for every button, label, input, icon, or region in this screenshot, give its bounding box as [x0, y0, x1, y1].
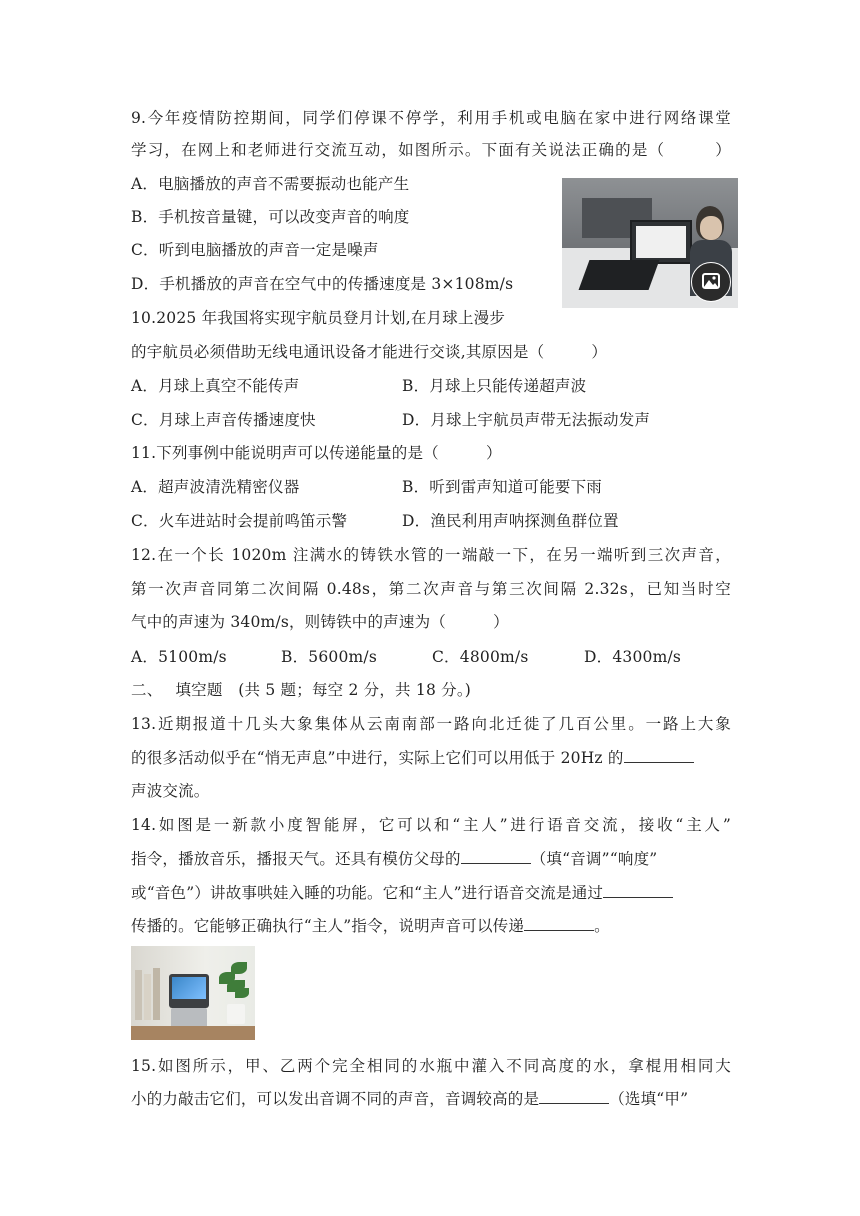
- q9-option-d: D．手机播放的声音在空气中的传播速度是 3×108m/s: [131, 275, 514, 293]
- q14-line4-text: 传播的。它能够正确执行“主人”指令，说明声音可以传递: [131, 917, 525, 935]
- q10-option-c: C．月球上声音传播速度快: [131, 411, 316, 429]
- q10-option-d: D．月球上宇航员声带无法振动发声: [402, 411, 651, 429]
- q12-option-c: C．4800m/s: [432, 648, 529, 666]
- q9-stem-line2: 学习，在网上和老师进行交流互动，如图所示。下面有关说法正确的是（ ）: [131, 141, 731, 159]
- q14-line1: 14.如图是一新款小度智能屏，它可以和“主人”进行语音交流，接收“主人”: [131, 816, 731, 834]
- q14-blank-1[interactable]: [461, 849, 531, 864]
- q11-stem: 11.下列事例中能说明声可以传递能量的是（ ）: [131, 444, 502, 462]
- q13-line2: [131, 748, 694, 768]
- q11-option-d: D．渔民利用声呐探测鱼群位置: [402, 512, 619, 530]
- q14-line4-tail: 。: [594, 917, 610, 935]
- q9-option-c: C．听到电脑播放的声音一定是噪声: [131, 241, 379, 259]
- q15-line1: 15.如图所示，甲、乙两个完全相同的水瓶中灌入不同高度的水，拿棍用相同大: [131, 1057, 731, 1075]
- q15-line2-tail: （选填“甲”: [609, 1090, 689, 1108]
- q13-line1: 13.近期报道十几头大象集体从云南南部一路向北迁徙了几百公里。一路上大象: [131, 715, 731, 733]
- q15-line2: [131, 1089, 688, 1109]
- q12-option-d: D．4300m/s: [584, 648, 682, 666]
- section-2-heading: 二、 填空题 (共 5 题；每空 2 分，共 18 分。): [131, 681, 472, 699]
- q14-line4: [131, 916, 610, 936]
- q13-line2-text: 的很多活动似乎在“悄无声息”中进行，实际上它们可以用低于 20Hz 的: [131, 749, 624, 767]
- q14-line2-tail: （填“音调”“响度”: [530, 850, 658, 868]
- q11-option-a: A．超声波清洗精密仪器: [131, 478, 300, 496]
- q10-option-b: B．月球上只能传递超声波: [402, 377, 587, 395]
- q14-line3-text: 或“音色”）讲故事哄娃入睡的功能。它和“主人”进行语音交流是通过: [131, 884, 604, 902]
- q10-stem-line2: 的宇航员必须借助无线电通讯设备才能进行交谈,其原因是（ ）: [131, 343, 608, 361]
- q12-option-a: A．5100m/s: [131, 648, 227, 666]
- q14-blank-2[interactable]: [603, 883, 673, 898]
- q11-option-b: B．听到雷声知道可能要下雨: [402, 478, 602, 496]
- q14-line2: [131, 849, 657, 869]
- q15-blank[interactable]: [539, 1089, 609, 1104]
- q15-line2-text: 小的力敲击它们，可以发出音调不同的声音，音调较高的是: [131, 1090, 540, 1108]
- q14-blank-3[interactable]: [524, 916, 594, 931]
- q13-blank[interactable]: [624, 748, 694, 763]
- q14-line3: [131, 883, 673, 903]
- q13-line3: 声波交流。: [131, 782, 210, 800]
- q12-option-b: B．5600m/s: [281, 648, 378, 666]
- q12-stem-line2: 第一次声音同第二次间隔 0.48s，第二次声音与第三次间隔 2.32s，已知当时空: [131, 580, 731, 598]
- q10-option-a: A．月球上真空不能传声: [131, 377, 300, 395]
- q12-stem-line1: 12.在一个长 1020m 注满水的铸铁水管的一端敲一下，在另一端听到三次声音，: [131, 546, 731, 564]
- q10-stem-line1: 10.2025 年我国将实现宇航员登月计划,在月球上漫步: [131, 309, 506, 327]
- smart-display-photo: [131, 946, 255, 1040]
- q9-stem-line1: 9.今年疫情防控期间，同学们停课不停学，利用手机或电脑在家中进行网络课堂: [131, 109, 731, 127]
- student-at-computer-photo: [562, 178, 738, 308]
- q12-stem-line3: 气中的声速为 340m/s，则铸铁中的声速为（ ）: [131, 613, 509, 631]
- image-icon[interactable]: [691, 262, 731, 302]
- q11-option-c: C．火车进站时会提前鸣笛示警: [131, 512, 348, 530]
- q9-option-b: B．手机按音量键，可以改变声音的响度: [131, 208, 410, 226]
- q9-option-a: A．电脑播放的声音不需要振动也能产生: [131, 175, 410, 193]
- q14-line2-text: 指令，播放音乐，播报天气。还具有模仿父母的: [131, 850, 461, 868]
